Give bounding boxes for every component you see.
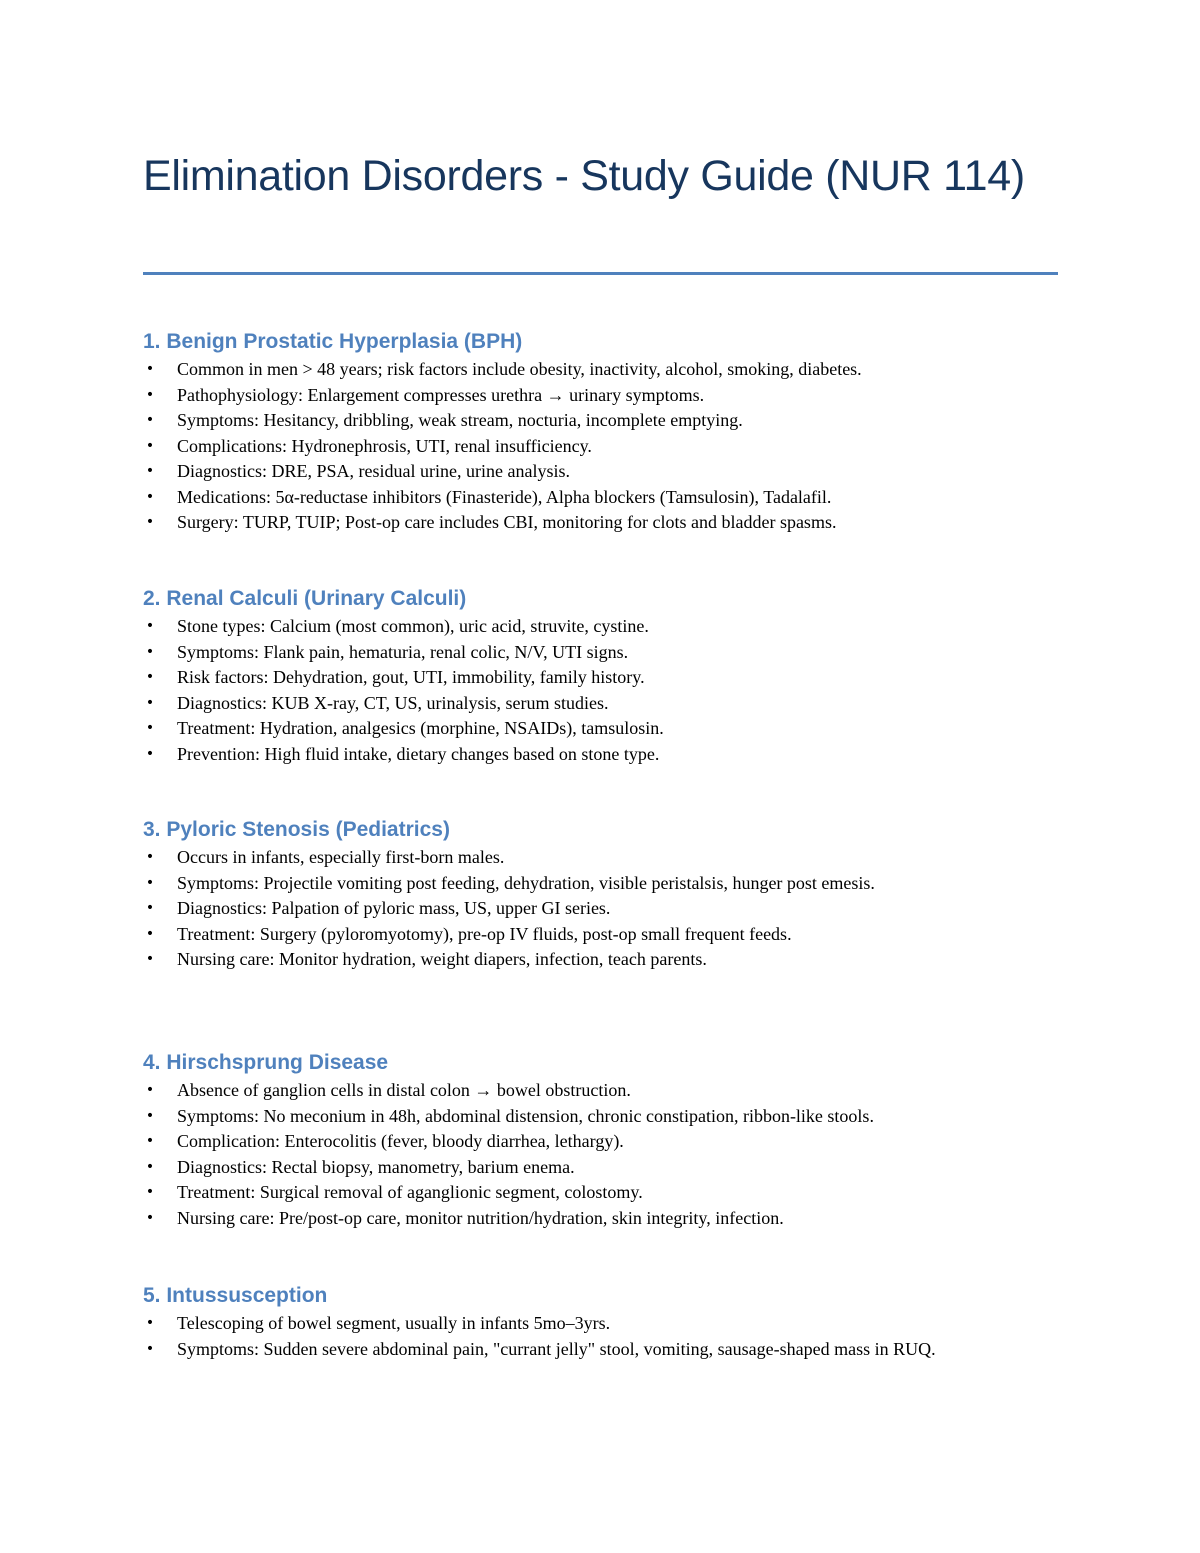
bullet-icon: • <box>145 386 155 403</box>
list-item-text: Diagnostics: DRE, PSA, residual urine, urine analysis. <box>177 461 570 481</box>
bullet-icon: • <box>145 849 155 865</box>
bullet-icon: • <box>145 925 155 942</box>
list-item <box>143 357 1058 383</box>
list-item-text: Prevention: High fluid intake, dietary changes based on stone type. <box>177 743 660 764</box>
list-item <box>143 845 1058 871</box>
bullet-icon: • <box>145 643 155 660</box>
bullet-icon: • <box>145 437 155 454</box>
bullet-icon: • <box>145 1184 155 1200</box>
section-heading: 2. Renal Calculi (Urinary Calculi) <box>143 587 467 610</box>
bullet-icon: • <box>145 1082 155 1098</box>
section-heading: 1. Benign Prostatic Hyperplasia (BPH) <box>143 330 523 353</box>
bullet-icon: • <box>145 951 155 967</box>
bullet-icon: • <box>145 694 155 711</box>
list-item <box>143 1155 1058 1181</box>
list-item <box>143 640 1058 666</box>
list-item-text: Treatment: Surgical removal of aganglionic segment, colostomy. <box>177 1182 643 1202</box>
list-item <box>143 459 1058 485</box>
bullet-icon: • <box>145 1315 155 1331</box>
list-item <box>143 691 1058 717</box>
list-item-text: Nursing care: Pre/post-op care, monitor nutrition/hydration, skin integrity, infection. <box>177 1207 784 1228</box>
list-item <box>143 1180 1058 1206</box>
list-item-text: Treatment: Surgery (pyloromyotomy), pre-op IV fluids, post-op small frequent feeds. <box>177 923 792 944</box>
list-item-text: Symptoms: Flank pain, hematuria, renal colic, N/V, UTI signs. <box>177 641 629 662</box>
list-item <box>143 896 1058 922</box>
list-item-text: Symptoms: Hesitancy, dribbling, weak stream, nocturia, incomplete emptying. <box>177 410 743 430</box>
section-bph <box>143 327 1058 536</box>
bullet-list <box>143 1078 1058 1231</box>
list-item-text: Treatment: Hydration, analgesics (morphine, NSAIDs), tamsulosin. <box>177 718 664 738</box>
bullet-icon: • <box>145 361 155 377</box>
list-item-text: Risk factors: Dehydration, gout, UTI, immobility, family history. <box>177 667 645 687</box>
bullet-icon: • <box>145 1209 155 1226</box>
list-item-text: Common in men > 48 years; risk factors include obesity, inactivity, alcohol, smoking, diabetes. <box>177 359 862 379</box>
list-item-text: Complication: Enterocolitis (fever, bloody diarrhea, lethargy). <box>177 1131 624 1151</box>
bullet-icon: • <box>145 488 155 505</box>
section-intussusception <box>143 1281 1058 1362</box>
list-item <box>143 510 1058 536</box>
list-item <box>143 1206 1058 1232</box>
bullet-list <box>143 845 1058 973</box>
section-renal-calculi <box>143 584 1058 767</box>
bullet-list <box>143 357 1058 536</box>
list-item <box>143 383 1058 409</box>
list-item <box>143 485 1058 511</box>
list-item <box>143 665 1058 691</box>
list-item-text: Surgery: TURP, TUIP; Post-op care includes CBI, monitoring for clots and bladder spasms. <box>177 512 837 532</box>
section-heading: 5. Intussusception <box>143 1284 328 1307</box>
section-hirschsprung <box>143 1048 1058 1231</box>
list-item <box>143 408 1058 434</box>
list-item <box>143 922 1058 948</box>
list-item-text: Symptoms: Projectile vomiting post feeding, dehydration, visible peristalsis, hunger post emesis. <box>177 872 875 893</box>
list-item <box>143 1129 1058 1155</box>
section-heading: 3. Pyloric Stenosis (Pediatrics) <box>143 818 450 841</box>
list-item <box>143 614 1058 640</box>
bullet-icon: • <box>145 1133 155 1149</box>
list-item-text: Symptoms: Sudden severe abdominal pain, "currant jelly" stool, vomiting, sausage-shaped mass in RUQ. <box>177 1338 936 1359</box>
list-item-text: Pathophysiology: Enlargement compresses urethra → urinary symptoms. <box>177 384 705 405</box>
list-item-text: Medications: 5α-reductase inhibitors (Finasteride), Alpha blockers (Tamsulosin), Tadalafil. <box>177 486 832 507</box>
list-item-text: Stone types: Calcium (most common), uric acid, struvite, cystine. <box>177 616 649 636</box>
title-underline <box>143 272 1058 275</box>
bullet-list <box>143 1311 1058 1362</box>
list-item-text: Telescoping of bowel segment, usually in infants 5mo–3yrs. <box>177 1313 611 1333</box>
list-item-text: Diagnostics: Palpation of pyloric mass, US, upper GI series. <box>177 898 611 918</box>
bullet-icon: • <box>145 669 155 685</box>
bullet-icon: • <box>145 618 155 634</box>
list-item-text: Occurs in infants, especially first-born males. <box>177 847 505 867</box>
list-item <box>143 742 1058 768</box>
list-item-text: Absence of ganglion cells in distal colon → bowel obstruction. <box>177 1080 631 1100</box>
section-heading: 4. Hirschsprung Disease <box>143 1051 389 1074</box>
list-item <box>143 434 1058 460</box>
bullet-icon: • <box>145 720 155 736</box>
bullet-icon: • <box>145 745 155 762</box>
bullet-icon: • <box>145 874 155 891</box>
section-pyloric-stenosis <box>143 815 1058 973</box>
list-item-text: Nursing care: Monitor hydration, weight diapers, infection, teach parents. <box>177 949 707 969</box>
list-item <box>143 871 1058 897</box>
bullet-icon: • <box>145 412 155 428</box>
bullet-icon: • <box>145 463 155 479</box>
list-item-text: Symptoms: No meconium in 48h, abdominal distension, chronic constipation, ribbon-like stools. <box>177 1105 874 1126</box>
list-item-text: Diagnostics: Rectal biopsy, manometry, barium enema. <box>177 1156 575 1177</box>
bullet-icon: • <box>145 1107 155 1124</box>
bullet-list <box>143 614 1058 767</box>
list-item <box>143 947 1058 973</box>
list-item-text: Complications: Hydronephrosis, UTI, renal insufficiency. <box>177 435 592 456</box>
document-title: Elimination Disorders - Study Guide (NUR 114) <box>143 152 1025 200</box>
list-item-text: Diagnostics: KUB X-ray, CT, US, urinalysis, serum studies. <box>177 692 609 713</box>
bullet-icon: • <box>145 900 155 916</box>
bullet-icon: • <box>145 1340 155 1357</box>
bullet-icon: • <box>145 1158 155 1175</box>
list-item <box>143 1337 1058 1363</box>
bullet-icon: • <box>145 514 155 530</box>
list-item <box>143 1104 1058 1130</box>
list-item <box>143 1078 1058 1104</box>
list-item <box>143 716 1058 742</box>
list-item <box>143 1311 1058 1337</box>
